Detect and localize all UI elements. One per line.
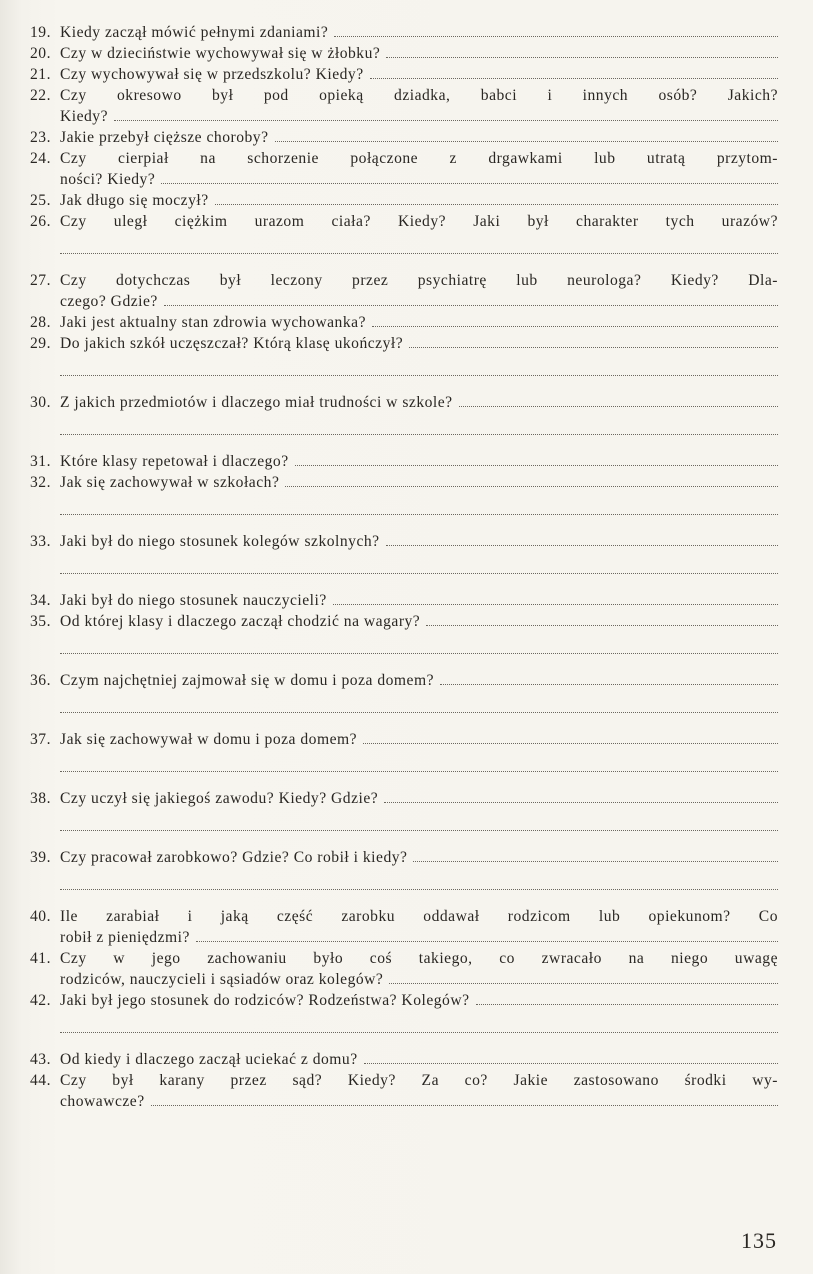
question-number: 44. xyxy=(30,1072,51,1089)
question-text: Kiedy zaczął mówić pełnymi zdaniami? xyxy=(60,24,329,41)
question-number: 35. xyxy=(30,613,51,630)
answer-line[interactable] xyxy=(60,413,778,435)
question-21 xyxy=(30,64,778,85)
question-text: Czy uczył się jakiegoś zawodu? Kiedy? Gdzie? xyxy=(60,790,379,807)
answer-line[interactable] xyxy=(60,232,778,254)
question-number: 32. xyxy=(30,474,51,491)
question-number: 21. xyxy=(30,66,51,83)
question-number: 40. xyxy=(30,908,51,925)
answer-line[interactable] xyxy=(334,22,778,37)
answer-line[interactable] xyxy=(215,190,778,205)
question-19 xyxy=(30,22,778,43)
question-39 xyxy=(30,847,778,906)
question-text: czego? Gdzie? xyxy=(60,293,158,310)
question-text: Jaki był do niego stosunek nauczycieli? xyxy=(60,592,327,609)
answer-line[interactable] xyxy=(60,809,778,831)
question-text: chowawcze? xyxy=(60,1093,145,1110)
answer-line[interactable] xyxy=(364,1049,778,1064)
answer-line[interactable] xyxy=(384,788,778,803)
question-text: Czy w jego zachowaniu było coś takiego, co zwracało na niego uwagę xyxy=(60,950,778,967)
question-text: Jak się zachowywał w szkołach? xyxy=(60,474,280,491)
answer-line[interactable] xyxy=(476,990,778,1005)
question-number: 30. xyxy=(30,394,51,411)
answer-line[interactable] xyxy=(114,106,778,121)
answer-line[interactable] xyxy=(426,611,778,626)
question-text: Czy wychowywał się w przedszkolu? Kiedy? xyxy=(60,66,364,83)
answer-line[interactable] xyxy=(389,969,778,984)
answer-line[interactable] xyxy=(285,472,778,487)
question-27 xyxy=(30,270,778,312)
answer-line[interactable] xyxy=(386,43,778,58)
question-text: Kiedy? xyxy=(60,108,109,125)
answer-line[interactable] xyxy=(333,590,778,605)
question-26 xyxy=(30,211,778,270)
question-44 xyxy=(30,1070,778,1112)
question-number: 22. xyxy=(30,87,51,104)
question-text: Ile zarabiał i jaką część zarobku oddawał rodzicom lub opiekunom? Co xyxy=(60,908,778,925)
question-35 xyxy=(30,611,778,670)
answer-line[interactable] xyxy=(60,493,778,515)
answer-line[interactable] xyxy=(409,333,778,348)
question-42 xyxy=(30,990,778,1049)
question-text: Czy okresowo był pod opieką dziadka, babci i innych osób? Jakich? xyxy=(60,87,778,104)
question-number: 34. xyxy=(30,592,51,609)
question-text: Które klasy repetował i dlaczego? xyxy=(60,453,289,470)
question-text: Czy pracował zarobkowo? Gdzie? Co robił i kiedy? xyxy=(60,849,408,866)
answer-line[interactable] xyxy=(60,632,778,654)
question-text: Czy uległ ciężkim urazom ciała? Kiedy? Jaki był charakter tych urazów? xyxy=(60,213,778,230)
question-text: ności? Kiedy? xyxy=(60,171,156,188)
question-number: 41. xyxy=(30,950,51,967)
question-text: Czy cierpiał na schorzenie połączone z drgawkami lub utratą przytom- xyxy=(60,150,778,167)
question-number: 19. xyxy=(30,24,51,41)
answer-line[interactable] xyxy=(440,670,778,685)
question-text: Od której klasy i dlaczego zaczął chodzić na wagary? xyxy=(60,613,421,630)
question-40 xyxy=(30,906,778,948)
question-number: 27. xyxy=(30,272,51,289)
question-32 xyxy=(30,472,778,531)
answer-line[interactable] xyxy=(164,291,778,306)
question-number: 25. xyxy=(30,192,51,209)
question-41 xyxy=(30,948,778,990)
question-number: 33. xyxy=(30,533,51,550)
question-text: Od kiedy i dlaczego zaczął uciekać z domu? xyxy=(60,1051,358,1068)
question-31 xyxy=(30,451,778,472)
question-number: 38. xyxy=(30,790,51,807)
question-number: 24. xyxy=(30,150,51,167)
question-text: Jak się zachowywał w domu i poza domem? xyxy=(60,731,358,748)
question-text: Jak długo się moczył? xyxy=(60,192,209,209)
question-29 xyxy=(30,333,778,392)
answer-line[interactable] xyxy=(386,531,778,546)
answer-line[interactable] xyxy=(60,552,778,574)
question-number: 36. xyxy=(30,672,51,689)
question-37 xyxy=(30,729,778,788)
question-text: Czy w dzieciństwie wychowywał się w żłobku? xyxy=(60,45,381,62)
question-20 xyxy=(30,43,778,64)
question-number: 39. xyxy=(30,849,51,866)
question-text: Jaki jest aktualny stan zdrowia wychowanka? xyxy=(60,314,366,331)
answer-line[interactable] xyxy=(459,392,778,407)
question-text: rodziców, nauczycieli i sąsiadów oraz kolegów? xyxy=(60,971,384,988)
question-43 xyxy=(30,1049,778,1070)
question-number: 28. xyxy=(30,314,51,331)
answer-line[interactable] xyxy=(60,1011,778,1033)
question-36 xyxy=(30,670,778,729)
question-number: 31. xyxy=(30,453,51,470)
question-number: 43. xyxy=(30,1051,51,1068)
answer-line[interactable] xyxy=(275,127,778,142)
question-25 xyxy=(30,190,778,211)
question-text: Jaki był jego stosunek do rodziców? Rodzeństwa? Kolegów? xyxy=(60,992,470,1009)
question-34 xyxy=(30,590,778,611)
answer-line[interactable] xyxy=(372,312,778,327)
question-text: Do jakich szkół uczęszczał? Którą klasę ukończył? xyxy=(60,335,404,352)
question-text: Czym najchętniej zajmował się w domu i poza domem? xyxy=(60,672,435,689)
answer-line[interactable] xyxy=(60,691,778,713)
question-23 xyxy=(30,127,778,148)
question-28 xyxy=(30,312,778,333)
question-38 xyxy=(30,788,778,847)
answer-line[interactable] xyxy=(413,847,778,862)
question-30 xyxy=(30,392,778,451)
question-number: 37. xyxy=(30,731,51,748)
question-text: robił z pieniędzmi? xyxy=(60,929,190,946)
question-number: 29. xyxy=(30,335,51,352)
answer-line[interactable] xyxy=(60,868,778,890)
page-number: 135 xyxy=(741,1228,777,1253)
question-33 xyxy=(30,531,778,590)
answer-line[interactable] xyxy=(196,927,778,942)
answer-line[interactable] xyxy=(60,354,778,376)
question-text: Czy dotychczas był leczony przez psychiatrę lub neurologa? Kiedy? Dla- xyxy=(60,272,778,289)
question-text: Jaki był do niego stosunek kolegów szkolnych? xyxy=(60,533,380,550)
answer-line[interactable] xyxy=(151,1091,778,1106)
questionnaire xyxy=(30,22,778,1112)
answer-line[interactable] xyxy=(370,64,778,79)
question-text: Jakie przebył cięższe choroby? xyxy=(60,129,269,146)
question-number: 26. xyxy=(30,213,51,230)
question-number: 42. xyxy=(30,992,51,1009)
question-number: 20. xyxy=(30,45,51,62)
question-24 xyxy=(30,148,778,190)
answer-line[interactable] xyxy=(161,169,778,184)
answer-line[interactable] xyxy=(363,729,778,744)
question-text: Czy był karany przez sąd? Kiedy? Za co? Jakie zastosowano środki wy- xyxy=(60,1072,778,1089)
question-text: Z jakich przedmiotów i dlaczego miał trudności w szkole? xyxy=(60,394,453,411)
question-22 xyxy=(30,85,778,127)
question-number: 23. xyxy=(30,129,51,146)
answer-line[interactable] xyxy=(295,451,778,466)
answer-line[interactable] xyxy=(60,750,778,772)
